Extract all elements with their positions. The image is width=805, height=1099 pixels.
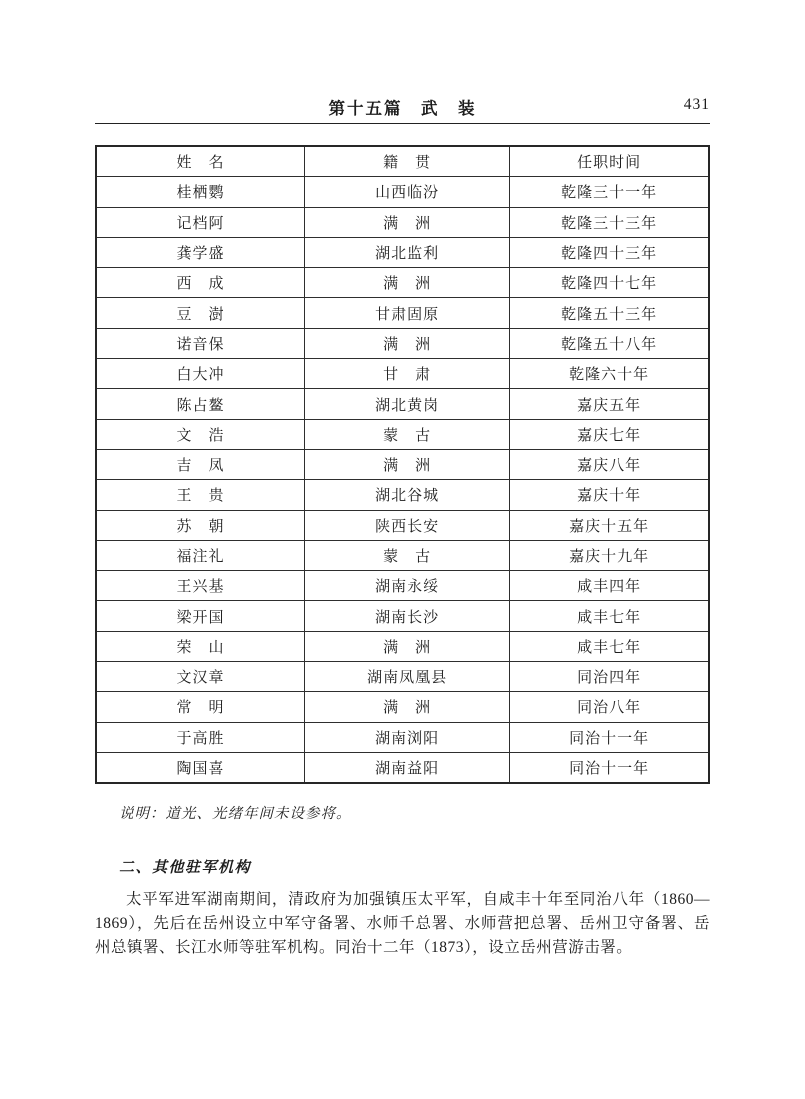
table-row [96, 692, 709, 722]
tenure-cell: 乾隆三十三年 [510, 207, 709, 237]
table-row [96, 480, 709, 510]
tenure-cell: 同治八年 [510, 692, 709, 722]
table-row [96, 268, 709, 298]
tenure-cell: 乾隆六十年 [510, 359, 709, 389]
table-note: 说明：道光、光绪年间未设参将。 [119, 806, 352, 822]
tenure-cell: 嘉庆十九年 [510, 540, 709, 570]
name-cell: 荣 山 [96, 631, 304, 661]
body-paragraph: 太平军进军湖南期间，清政府为加强镇压太平军，自咸丰十年至同治八年（1860—1869），先后在岳州设立中军守备署、水师千总署、水师营把总署、岳州卫守备署、岳州总镇署、长江水师等驻军机构。同治十二年（1873），设立岳州营游击署。 [95, 891, 710, 956]
table-row [96, 359, 709, 389]
table-row [96, 237, 709, 267]
tenure-cell: 嘉庆七年 [510, 419, 709, 449]
origin-cell: 蒙 古 [304, 540, 509, 570]
origin-cell: 湖南永绥 [304, 571, 509, 601]
header-rule [95, 123, 710, 124]
origin-cell: 满 洲 [304, 449, 509, 479]
tenure-cell: 咸丰七年 [510, 601, 709, 631]
page-header-title: 第十五篇 武 装 [328, 99, 477, 118]
name-cell: 福注礼 [96, 540, 304, 570]
name-cell: 陈占鳌 [96, 389, 304, 419]
table-row [96, 510, 709, 540]
name-cell: 王兴基 [96, 571, 304, 601]
name-cell: 于高胜 [96, 722, 304, 752]
origin-cell: 湖北谷城 [304, 480, 509, 510]
table-row [96, 207, 709, 237]
origin-cell: 陕西长安 [304, 510, 509, 540]
name-cell: 诺音保 [96, 328, 304, 358]
tenure-cell: 同治十一年 [510, 722, 709, 752]
table-row [96, 571, 709, 601]
table-row [96, 601, 709, 631]
tenure-cell: 同治四年 [510, 662, 709, 692]
tenure-cell: 嘉庆五年 [510, 389, 709, 419]
tenure-cell: 乾隆五十三年 [510, 298, 709, 328]
table-row [96, 389, 709, 419]
table-row [96, 177, 709, 207]
tenure-cell: 嘉庆十五年 [510, 510, 709, 540]
tenure-cell: 嘉庆十年 [510, 480, 709, 510]
tenure-cell: 咸丰四年 [510, 571, 709, 601]
name-cell: 西 成 [96, 268, 304, 298]
tenure-cell: 乾隆三十一年 [510, 177, 709, 207]
table-row [96, 419, 709, 449]
name-cell: 陶国喜 [96, 752, 304, 783]
tenure-cell: 嘉庆八年 [510, 449, 709, 479]
origin-cell: 湖南浏阳 [304, 722, 509, 752]
origin-cell: 湖南益阳 [304, 752, 509, 783]
origin-cell: 山西临汾 [304, 177, 509, 207]
tenure-cell: 同治十一年 [510, 752, 709, 783]
origin-cell: 满 洲 [304, 268, 509, 298]
table-row [96, 298, 709, 328]
name-cell: 苏 朝 [96, 510, 304, 540]
table-header-row [96, 146, 709, 177]
origin-cell: 甘 肃 [304, 359, 509, 389]
origin-cell: 满 洲 [304, 692, 509, 722]
name-cell: 记档阿 [96, 207, 304, 237]
table-header-tenure: 任职时间 [510, 146, 709, 177]
name-cell: 吉 凤 [96, 449, 304, 479]
origin-cell: 满 洲 [304, 631, 509, 661]
tenure-cell: 乾隆五十八年 [510, 328, 709, 358]
roster-table-body [96, 177, 709, 783]
name-cell: 常 明 [96, 692, 304, 722]
table-row [96, 752, 709, 783]
name-cell: 桂栖鹦 [96, 177, 304, 207]
table-header-origin: 籍 贯 [304, 146, 509, 177]
table-row [96, 631, 709, 661]
name-cell: 豆 澍 [96, 298, 304, 328]
roster-table [95, 145, 710, 784]
table-row [96, 449, 709, 479]
origin-cell: 湖北黄岗 [304, 389, 509, 419]
name-cell: 文 浩 [96, 419, 304, 449]
tenure-cell: 乾隆四十七年 [510, 268, 709, 298]
table-row [96, 722, 709, 752]
origin-cell: 甘肃固原 [304, 298, 509, 328]
tenure-cell: 咸丰七年 [510, 631, 709, 661]
name-cell: 白大冲 [96, 359, 304, 389]
name-cell: 龚学盛 [96, 237, 304, 267]
name-cell: 梁开国 [96, 601, 304, 631]
origin-cell: 湖北监利 [304, 237, 509, 267]
origin-cell: 满 洲 [304, 207, 509, 237]
origin-cell: 湖南长沙 [304, 601, 509, 631]
name-cell: 文汉章 [96, 662, 304, 692]
origin-cell: 满 洲 [304, 328, 509, 358]
table-row [96, 540, 709, 570]
table-row [96, 328, 709, 358]
name-cell: 王 贵 [96, 480, 304, 510]
origin-cell: 蒙 古 [304, 419, 509, 449]
page-number: 431 [683, 96, 710, 113]
table-row [96, 662, 709, 692]
table-header-name: 姓 名 [96, 146, 304, 177]
tenure-cell: 乾隆四十三年 [510, 237, 709, 267]
section-heading: 二、其他驻军机构 [119, 860, 252, 876]
origin-cell: 湖南凤凰县 [304, 662, 509, 692]
